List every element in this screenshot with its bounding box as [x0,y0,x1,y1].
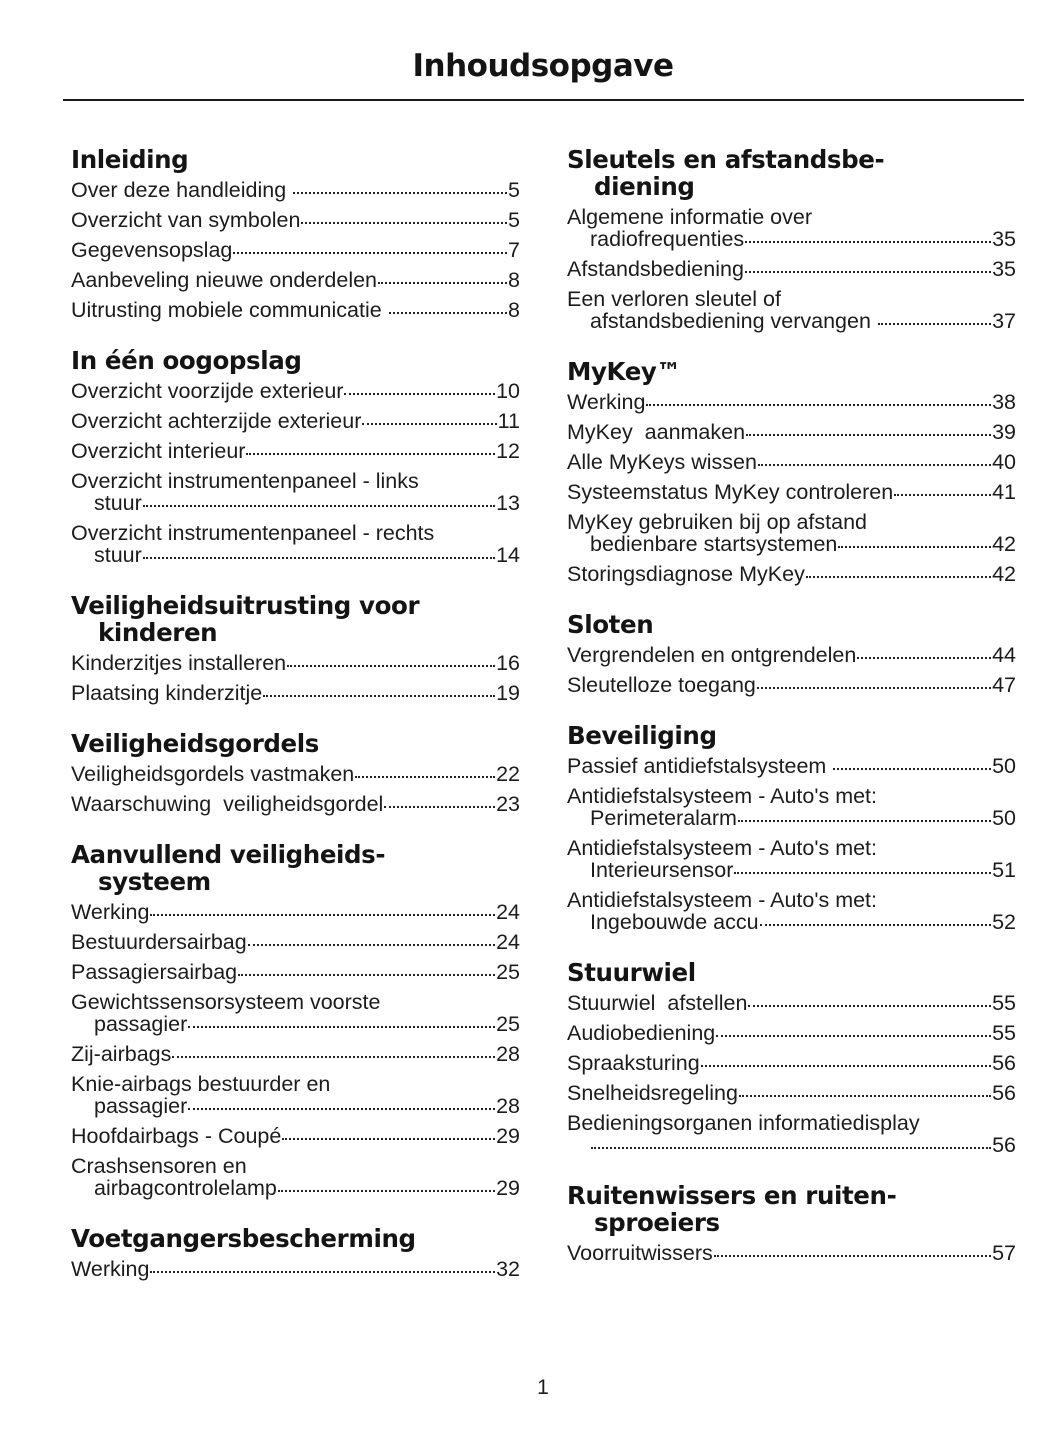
toc-leader-line [71,492,520,514]
section-heading[interactable]: Ruitenwissers en ruiten- sproeiers [567,1181,897,1237]
toc-leader-line [71,299,520,321]
dot-leader [143,557,495,559]
toc-page-number[interactable]: 11 [497,409,520,433]
toc-page-number[interactable]: 50 [992,754,1016,778]
dot-leader [172,1056,495,1058]
dot-leader [278,1190,495,1192]
toc-page-number[interactable]: 44 [992,643,1016,667]
section-heading[interactable]: Veiligheidsuitrusting voor kinderen [71,591,420,647]
toc-entry-title-continued: airbagcontrolelamp [94,1176,277,1200]
toc-page-number[interactable]: 42 [992,532,1016,556]
page-title: Inhoudsopgave [412,48,674,84]
toc-entry-title: Antidiefstalsysteem - Auto's met: [567,888,878,912]
toc-page-number[interactable]: 29 [496,1124,520,1148]
toc-entry[interactable] [71,682,520,704]
section-heading[interactable]: MyKey™ [567,357,681,386]
toc-entry-title: Werking [71,1257,150,1281]
toc-leader-line [71,179,520,201]
toc-page-number[interactable]: 35 [992,257,1016,281]
toc-page-number[interactable]: 14 [496,543,520,567]
toc-page-number[interactable]: 5 [508,178,520,202]
toc-entry-title: Plaatsing kinderzitje [71,681,263,705]
dot-leader [301,222,507,224]
dot-leader [287,665,495,667]
toc-entry-title: Uitrusting mobiele communicatie [71,298,388,322]
toc-entry[interactable] [567,755,1016,777]
toc-entry-title-continued: radiofrequenties [590,227,745,251]
toc-page-number[interactable]: 23 [496,792,520,816]
toc-section-veiligheidsgordels [71,730,520,815]
dot-leader [378,282,507,284]
toc-entry-title-continued: bedienbare startsystemen [590,532,838,556]
section-heading[interactable]: Inleiding [71,145,189,174]
toc-leader-line [71,763,520,785]
toc-entry-title: Knie-airbags bestuurder en [71,1072,331,1096]
dot-leader [233,252,507,254]
toc-leader-line [567,481,1016,503]
page-number: 1 [537,1376,549,1399]
toc-entry[interactable] [567,1022,1016,1044]
toc-entry-title: Antidiefstalsysteem - Auto's met: [567,784,878,808]
toc-entry-title: Passief antidiefstalsysteem [567,754,833,778]
toc-entry-title: Overzicht instrumentenpaneel - links [71,469,419,493]
toc-page-number[interactable]: 8 [508,268,520,292]
section-heading[interactable]: Voetgangersbescherming [71,1224,416,1253]
toc-leader-line [567,755,1016,777]
toc-entry-title: Overzicht interieur [71,439,246,463]
toc-entry[interactable] [567,837,1016,881]
title-divider [63,99,1024,101]
toc-entry[interactable] [71,380,520,402]
toc-leader-line [71,209,520,231]
toc-entry-title: Audiobediening [567,1021,716,1045]
toc-entry[interactable] [71,1155,520,1199]
toc-leader-line [71,440,520,462]
toc-section-voetgangersbescherming [71,1225,520,1280]
section-heading[interactable]: Stuurwiel [567,958,696,987]
dot-leader [143,505,495,507]
dot-leader [248,944,495,946]
toc-entry[interactable] [71,269,520,291]
toc-entry-title-continued: passagier [94,1012,188,1036]
toc-page-number[interactable]: 25 [496,960,520,984]
dot-leader [246,453,495,455]
toc-page-number[interactable]: 5 [508,208,520,232]
toc-entry-title: Veiligheidsgordels vastmaken [71,762,355,786]
dot-leader [878,323,991,325]
toc-entry[interactable] [71,901,520,923]
dot-leader [714,1255,991,1257]
toc-entry[interactable] [71,763,520,785]
toc-page-number[interactable]: 57 [992,1241,1016,1265]
dot-leader [757,687,991,689]
section-heading[interactable]: Beveiliging [567,721,717,750]
toc-page-number[interactable]: 56 [992,1051,1016,1075]
toc-entry-title: Algemene informatie over [567,205,812,229]
toc-leader-line [71,901,520,923]
toc-leader-line [567,258,1016,280]
toc-entry-title: MyKey gebruiken bij op afstand [567,510,867,534]
toc-page-number[interactable]: 55 [992,991,1016,1015]
toc-page-number[interactable]: 10 [496,379,520,403]
toc-entry[interactable] [71,522,520,566]
section-heading[interactable]: Sloten [567,610,654,639]
toc-entry[interactable] [71,440,520,462]
toc-page-number[interactable]: 56 [992,1133,1016,1157]
toc-entry[interactable] [567,889,1016,933]
toc-leader-line [567,1134,1016,1156]
dot-leader [833,768,991,770]
toc-leader-line [71,239,520,261]
toc-page-number[interactable]: 52 [992,910,1016,934]
toc-entry-title-continued: stuur [94,543,142,567]
toc-entry-title: Over deze handleiding [71,178,293,202]
toc-leader-line [71,380,520,402]
toc-page-number[interactable]: 7 [508,238,520,262]
toc-entry[interactable] [71,991,520,1035]
toc-entry[interactable] [567,481,1016,503]
toc-leader-line [71,410,520,432]
toc-entry-title: Bedieningsorganen informatiedisplay [567,1111,920,1135]
toc-section-sloten [567,611,1016,696]
toc-page-number[interactable]: 19 [496,681,520,705]
toc-entry-title: Afstandsbediening [567,257,744,281]
toc-section-beveiliging [567,722,1016,933]
toc-entry[interactable] [567,288,1016,332]
toc-entry-title: Kinderzitjes installeren [71,651,287,675]
toc-page-number[interactable]: 55 [992,1021,1016,1045]
toc-leader-line [567,911,1016,933]
toc-entry[interactable] [567,785,1016,829]
toc-entry-title: Overzicht instrumentenpaneel - rechts [71,521,435,545]
dot-leader [716,1035,991,1037]
toc-entry[interactable] [567,451,1016,473]
toc-leader-line [71,269,520,291]
toc-entry-title-continued: passagier [94,1094,188,1118]
toc-entry[interactable] [71,793,520,815]
section-heading[interactable]: Veiligheidsgordels [71,729,319,758]
toc-leader-line [71,1125,520,1147]
toc-entry[interactable] [567,1052,1016,1074]
dot-leader [238,974,495,976]
toc-entry-title: Snelheidsregeling [567,1081,738,1105]
toc-page-number[interactable]: 41 [992,480,1016,504]
toc-leader-line [567,563,1016,585]
toc-left-column [71,146,520,1306]
toc-section-veiligheidsuitrusting-voor-kinderen [71,592,520,704]
dot-leader [150,1271,495,1273]
toc-leader-line [567,1242,1016,1264]
toc-page-number[interactable]: 13 [496,491,520,515]
toc-section-stuurwiel [567,959,1016,1156]
toc-entry-title: Een verloren sleutel of [567,287,781,311]
dot-leader [150,914,495,916]
toc-leader-line [567,674,1016,696]
section-heading[interactable]: In één oogopslag [71,346,302,375]
dot-leader [838,546,991,548]
toc-leader-line [567,228,1016,250]
toc-section-in-een-oogopslag [71,347,520,566]
toc-entry[interactable] [71,652,520,674]
toc-entry[interactable] [71,410,520,432]
toc-leader-line [71,682,520,704]
toc-leader-line [71,961,520,983]
toc-entry-title: Spraaksturing [567,1051,700,1075]
toc-entry[interactable] [71,470,520,514]
toc-entry-title: Waarschuwing veiligheidsgordel [71,792,384,816]
toc-page-number[interactable]: 28 [496,1094,520,1118]
toc-leader-line [71,1043,520,1065]
toc-page-number[interactable]: 47 [992,673,1016,697]
dot-leader [384,806,495,808]
dot-leader [894,494,991,496]
toc-page-number[interactable]: 56 [992,1081,1016,1105]
toc-leader-line [71,931,520,953]
toc-page-number[interactable]: 8 [508,298,520,322]
toc-leader-line [567,391,1016,413]
dot-leader [293,192,507,194]
toc-entry[interactable] [71,1258,520,1280]
toc-leader-line [567,807,1016,829]
toc-leader-line [567,1082,1016,1104]
toc-entry[interactable] [567,992,1016,1014]
dot-leader [188,1108,495,1110]
dot-leader [745,241,991,243]
toc-leader-line [567,451,1016,473]
toc-section-mykey [567,358,1016,585]
toc-page-number[interactable]: 24 [496,900,520,924]
toc-entry[interactable] [567,563,1016,585]
toc-section-inleiding [71,146,520,321]
toc-page-number[interactable]: 37 [992,309,1016,333]
toc-entry-title: Overzicht van symbolen [71,208,301,232]
toc-entry-title-continued: stuur [94,491,142,515]
toc-page-number[interactable]: 24 [496,930,520,954]
toc-leader-line [567,533,1016,555]
toc-page-number[interactable]: 16 [496,651,520,675]
toc-entry[interactable] [71,209,520,231]
toc-page-number[interactable]: 29 [496,1176,520,1200]
toc-entry[interactable] [71,931,520,953]
toc-right-column [567,146,1016,1290]
toc-page-number[interactable]: 28 [496,1042,520,1066]
toc-entry-title: Gegevensopslag [71,238,233,262]
toc-entry[interactable] [71,239,520,261]
toc-page-number[interactable]: 42 [992,562,1016,586]
toc-entry-title: MyKey aanmaken [567,420,746,444]
toc-entry-title: Hoofdairbags - Coupé [71,1124,282,1148]
toc-page-number[interactable]: 51 [992,858,1016,882]
toc-leader-line [567,992,1016,1014]
toc-page-number[interactable]: 39 [992,420,1016,444]
dot-leader [355,776,495,778]
toc-entry[interactable] [567,206,1016,250]
toc-page-number[interactable]: 40 [992,450,1016,474]
toc-entry-title-continued: Interieursensor [590,858,734,882]
toc-section-ruitenwissers-en-ruiten-sproeiers [567,1182,1016,1264]
dot-leader [591,1147,991,1149]
toc-leader-line [71,1258,520,1280]
toc-entry[interactable] [567,1082,1016,1104]
toc-entry-title: Systeemstatus MyKey controleren [567,480,894,504]
toc-leader-line [71,1177,520,1199]
toc-entry[interactable] [567,391,1016,413]
toc-entry[interactable] [567,258,1016,280]
dot-leader [760,924,992,926]
toc-entry[interactable] [71,961,520,983]
toc-section-sleutels-en-afstandsbe-diening [567,146,1016,332]
toc-leader-line [567,644,1016,666]
toc-leader-line [71,1013,520,1035]
toc-page-number[interactable]: 22 [496,762,520,786]
dot-leader [734,872,991,874]
toc-page-number[interactable]: 32 [496,1257,520,1281]
toc-page-number[interactable]: 35 [992,227,1016,251]
toc-entry[interactable] [567,511,1016,555]
dot-leader [738,820,991,822]
toc-entry-title: Storingsdiagnose MyKey [567,562,805,586]
dot-leader [746,434,991,436]
toc-entry-title: Sleutelloze toegang [567,673,756,697]
toc-entry-title: Aanbeveling nieuwe onderdelen [71,268,378,292]
toc-page-number[interactable]: 12 [496,439,520,463]
dot-leader [646,404,991,406]
toc-section-aanvullend-veiligheids-systeem [71,841,520,1199]
dot-leader [389,312,507,314]
dot-leader [701,1065,991,1067]
toc-entry-title: Bestuurdersairbag [71,930,247,954]
dot-leader [758,464,991,466]
toc-entry[interactable] [567,644,1016,666]
toc-leader-line [71,793,520,815]
toc-leader-line [567,310,1016,332]
section-heading[interactable]: Aanvullend veiligheids- systeem [71,840,386,896]
toc-entry-title-continued: Ingebouwde accu [590,910,759,934]
toc-entry-title: Vergrendelen en ontgrendelen [567,643,857,667]
toc-leader-line [567,421,1016,443]
toc-entry[interactable] [71,1073,520,1117]
toc-leader-line [71,652,520,674]
toc-entry-title: Gewichtssensorsysteem voorste [71,990,381,1014]
section-heading[interactable]: Sleutels en afstandsbe- diening [567,145,885,201]
toc-page-number[interactable]: 50 [992,806,1016,830]
toc-leader-line [71,544,520,566]
toc-entry-title: Stuurwiel afstellen [567,991,748,1015]
dot-leader [282,1138,495,1140]
toc-entry-title: Alle MyKeys wissen [567,450,757,474]
dot-leader [344,393,495,395]
toc-entry[interactable] [567,1112,1016,1156]
toc-entry-title-continued: Perimeteralarm [590,806,737,830]
dot-leader [748,1005,991,1007]
toc-entry-title: Overzicht achterzijde exterieur [71,409,362,433]
toc-entry-title: Zij-airbags [71,1042,172,1066]
toc-entry[interactable] [71,179,520,201]
dot-leader [362,423,496,425]
dot-leader [857,657,991,659]
toc-entry-title: Voorruitwissers [567,1241,713,1265]
toc-leader-line [567,1052,1016,1074]
toc-entry-title: Antidiefstalsysteem - Auto's met: [567,836,878,860]
toc-entry-title: Crashsensoren en [71,1154,247,1178]
toc-entry-title: Werking [567,390,646,414]
toc-leader-line [567,859,1016,881]
toc-entry[interactable] [567,674,1016,696]
toc-entry[interactable] [71,1125,520,1147]
dot-leader [745,271,991,273]
toc-entry[interactable] [71,1043,520,1065]
toc-entry[interactable] [71,299,520,321]
toc-entry[interactable] [567,421,1016,443]
toc-page-number[interactable]: 25 [496,1012,520,1036]
toc-page-number[interactable]: 38 [992,390,1016,414]
toc-entry-title: Overzicht voorzijde exterieur [71,379,344,403]
dot-leader [806,576,991,578]
toc-entry[interactable] [567,1242,1016,1264]
toc-leader-line [567,1022,1016,1044]
toc-leader-line [71,1095,520,1117]
dot-leader [188,1026,495,1028]
toc-entry-title: Passagiersairbag [71,960,238,984]
toc-entry-title-continued: afstandsbediening vervangen [590,309,877,333]
dot-leader [739,1095,991,1097]
toc-entry-title: Werking [71,900,150,924]
dot-leader [263,695,495,697]
